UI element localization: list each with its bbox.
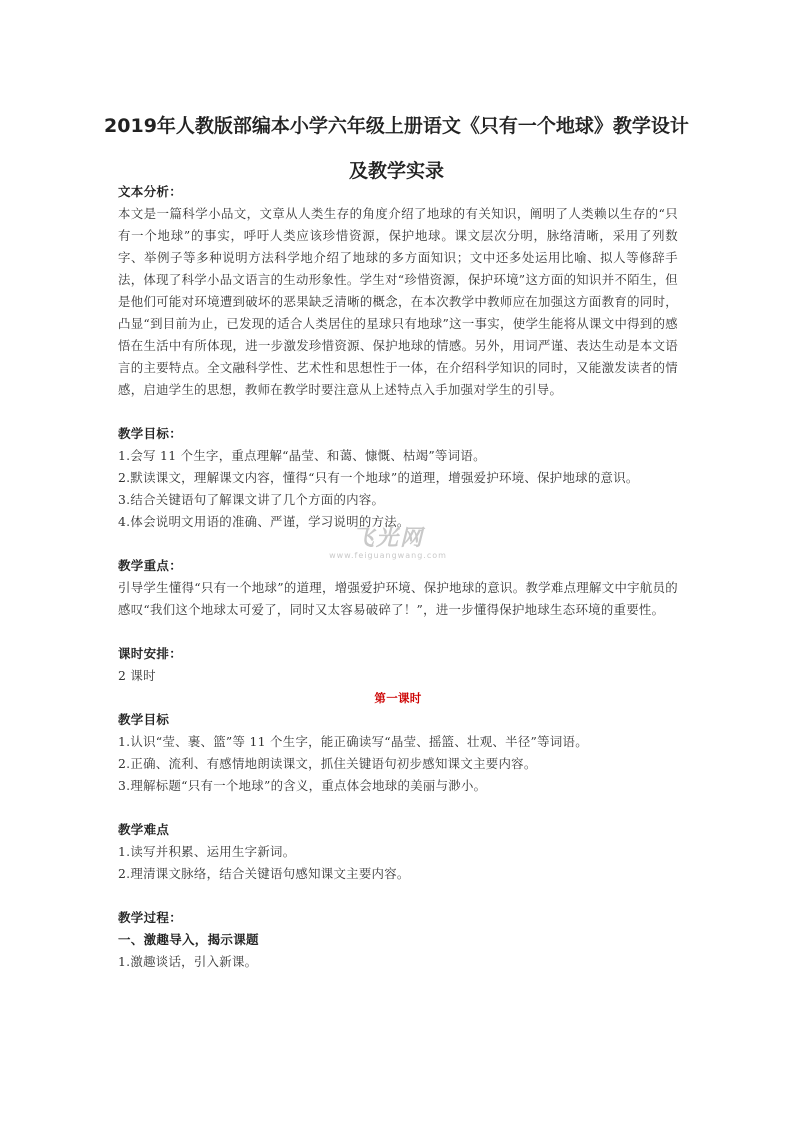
- spacer: [118, 885, 678, 907]
- lesson-goal-item: 1.认识“莹、裹、篮”等 11 个生字，能正确读写“晶莹、摇篮、壮观、半径”等词语。: [118, 734, 588, 749]
- watermark-brand: 飞光网: [351, 526, 424, 551]
- keypoints-heading: 教学重点：: [118, 558, 183, 573]
- lesson-goal-item: 3.理解标题“只有一个地球”的含义，重点体会地球的美丽与渺小。: [118, 778, 487, 793]
- schedule-heading: 课时安排：: [118, 646, 183, 661]
- goals-heading: 教学目标：: [118, 426, 183, 441]
- step-item: 1.激趣谈话，引入新课。: [118, 954, 258, 969]
- spacer: [118, 533, 678, 555]
- spacer: [118, 401, 678, 423]
- difficulty-item: 2.理清课文脉络，结合关键语句感知课文主要内容。: [118, 866, 410, 881]
- difficulty-item: 1.读写并积累、运用生字新词。: [118, 844, 296, 859]
- goal-item: 4.体会说明文用语的准确、严谨，学习说明的方法。: [118, 514, 410, 529]
- watermark-domain: www.feiguangwang.com: [329, 551, 447, 560]
- goal-item: 2.默读课文，理解课文内容，懂得“只有一个地球”的道理，增强爱护环境、保护地球的意识。: [118, 470, 639, 485]
- lesson-goals-heading: 教学目标: [118, 712, 170, 727]
- analysis-heading: 文本分析：: [118, 184, 183, 199]
- schedule-text: 2 课时: [118, 668, 156, 683]
- process-heading: 教学过程：: [118, 910, 183, 925]
- keypoints-text: 引导学生懂得“只有一个地球”的道理，增强爱护环境、保护地球的意识。教学难点理解文中宇航员的感叹“我们这个地球太可爱了，同时又太容易破碎了！”，进一步懂得保护地球生态环境的重要性。: [118, 580, 678, 617]
- goal-item: 3.结合关键语句了解课文讲了几个方面的内容。: [118, 492, 385, 507]
- lesson-label: 第一课时: [374, 691, 422, 705]
- step-heading: 一、激趣导入，揭示课题: [118, 932, 259, 947]
- difficulty-heading: 教学难点: [118, 822, 170, 837]
- spacer: [118, 621, 678, 643]
- spacer: [118, 797, 678, 819]
- goal-item: 1.会写 11 个生字，重点理解“晶莹、和蔼、慷慨、枯竭”等词语。: [118, 448, 486, 463]
- document-body: [118, 181, 678, 973]
- lesson-goal-item: 2.正确、流利、有感情地朗读课文，抓住关键语句初步感知课文主要内容。: [118, 756, 537, 771]
- document-title: 2019年人教版部编本小学六年级上册语文《只有一个地球》教学设计及教学实录: [104, 115, 689, 182]
- analysis-text: 本文是一篇科学小品文，文章从人类生存的角度介绍了地球的有关知识，阐明了人类赖以生存的“只有一个地球”的事实，呼吁人类应该珍惜资源，保护地球。课文层次分明，脉络清晰，采用了列数字、举例子等多种说明方法科学地介绍了地球的多方面知识；文中还多处运用比喻、拟人等修辞手法，体现了科学小品文语言的生动形象性。学生对“珍惜资源，保护环境”这方面的知识并不陌生，但是他们可能对环境遭到破坏的恶果缺乏清晰的概念，在本次教学中教师应在加强这方面教育的同时，凸显“到目前为止，已发现的适合人类居住的星球只有地球”这一事实，使学生能将从课文中得到的感悟在生活中有所体现，进一步激发珍惜资源、保护地球的情感。另外，用词严谨、表达生动是本文语言的主要特点。全文融科学性、艺术性和思想性于一体，在介绍科学知识的同时，又能激发读者的情感，启迪学生的思想，教师在教学时要注意从上述特点入手加强对学生的引导。: [118, 206, 678, 397]
